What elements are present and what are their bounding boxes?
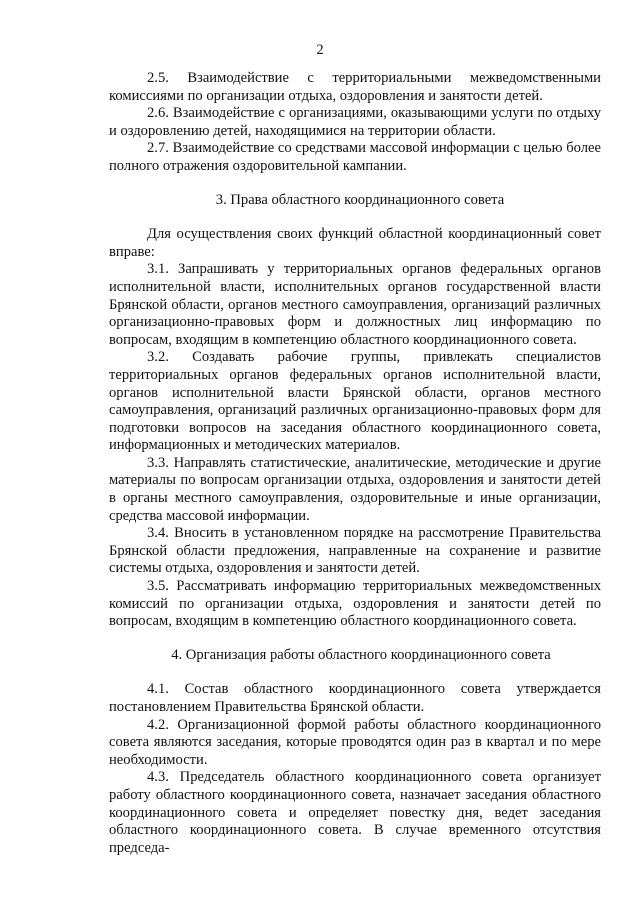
- page-number: 2: [316, 42, 324, 58]
- paragraph-4-2: 4.2. Организационной формой работы областного координационного совета являются заседания, которые проводятся один раз в квартал и по мере необходимости.: [109, 716, 601, 768]
- document-body: [109, 70, 601, 857]
- paragraph-3-1: 3.1. Запрашивать у территориальных органов федеральных органов исполнительной власти, исполнительных органов государственной власти Брянской области, органов местного самоуправления, организаций различных организационно-правовых форм и должностных лиц информацию по вопросам, входящим в компетенцию областного координационного совета.: [109, 261, 601, 348]
- paragraph-3-2: 3.2. Создавать рабочие группы, привлекать специалистов территориальных органов федеральных органов исполнительной власти, органов исполнительной власти Брянской области, органов местного самоуправления, организаций различных организационно-правовых форм для подготовки вопросов на заседания областного координационного совета, информационных и методических материалов.: [109, 349, 601, 454]
- paragraph-3-intro: Для осуществления своих функций областной координационный совет вправе:: [109, 226, 601, 260]
- section-4-heading: 4. Организация работы областного координационного совета: [171, 646, 551, 663]
- paragraph-3-5: 3.5. Рассматривать информацию территориальных межведомственных комиссий по организации отдыха, оздоровления и занятости детей по вопросам, входящим в компетенцию областного координационного совета.: [109, 578, 601, 630]
- paragraph-4-3: 4.3. Председатель областного координационного совета организует работу областного координационного совета, назначает заседания областного координационного совета и определяет повестку дня, ведет заседания областного координационного совета. В случае временного отсутствия председа-: [109, 769, 601, 856]
- paragraph-2-7: 2.7. Взаимодействие со средствами массовой информации с целью более полного отражения оздоровительной кампании.: [109, 140, 601, 174]
- paragraph-2-6: 2.6. Взаимодействие с организациями, оказывающими услуги по отдыху и оздоровлению детей, находящимися на территории области.: [109, 105, 601, 139]
- section-3-heading: 3. Права областного координационного совета: [215, 191, 505, 208]
- paragraph-3-3: 3.3. Направлять статистические, аналитические, методические и другие материалы по вопросам организации отдыха, оздоровления и занятости детей в органы местного самоуправления, оздоровительные и иные организации, средства массовой информации.: [109, 454, 601, 524]
- paragraph-3-4: 3.4. Вносить в установленном порядке на рассмотрение Правительства Брянской области предложения, направленные на сохранение и развитие системы отдыха, оздоровления и занятости детей.: [109, 525, 601, 577]
- paragraph-4-1: 4.1. Состав областного координационного совета утверждается постановлением Правительства Брянской области.: [109, 681, 601, 715]
- paragraph-2-5: 2.5. Взаимодействие с территориальными межведомственными комиссиями по организации отдыха, оздоровления и занятости детей.: [109, 70, 601, 104]
